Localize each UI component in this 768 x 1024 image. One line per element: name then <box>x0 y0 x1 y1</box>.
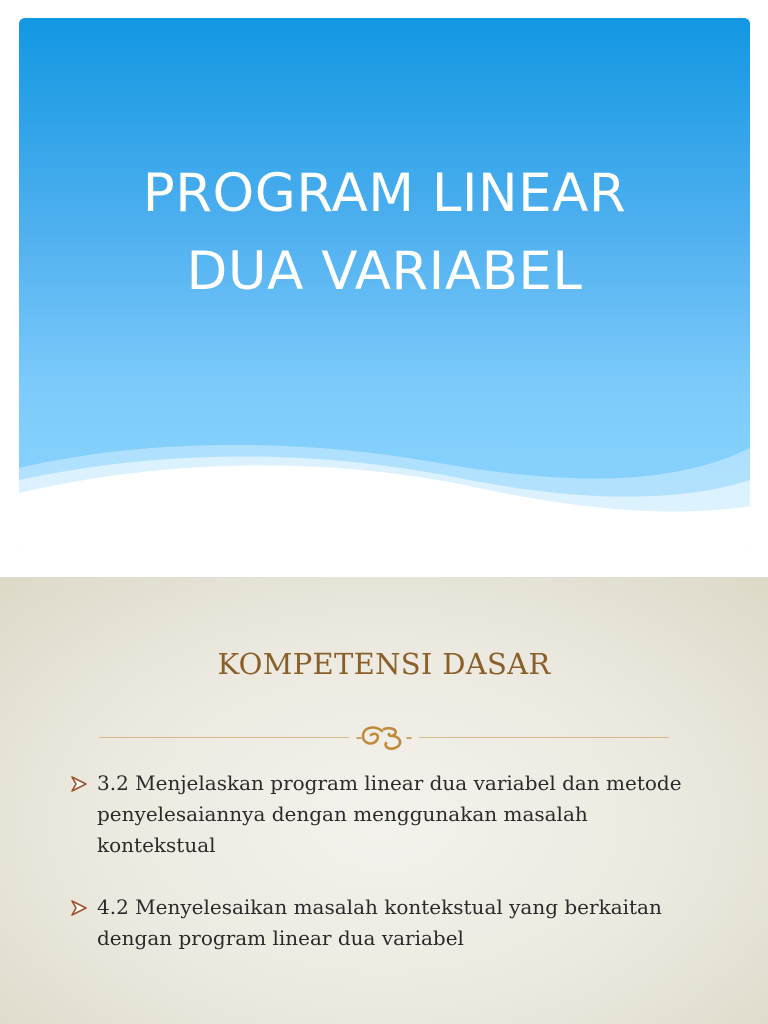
divider-line-left <box>99 737 349 738</box>
divider-line-right <box>419 737 669 738</box>
list-item <box>70 768 710 861</box>
section-heading: KOMPETENSI DASAR <box>217 647 551 681</box>
slide-title <box>19 155 750 311</box>
competency-slide <box>0 577 768 1024</box>
scroll-flourish-icon <box>353 723 415 753</box>
title-slide <box>19 18 750 548</box>
list-item-text: 4.2 Menyelesaikan masalah kontekstual yang berkaitan dengan program linear dua variabel <box>97 895 662 950</box>
list-item <box>70 892 710 954</box>
slide-title-line-2: DUA VARIABEL <box>186 241 583 302</box>
list-item-text: 3.2 Menjelaskan program linear dua variabel dan metode penyelesaiannya dengan menggunakan masalah kontekstual <box>97 771 682 857</box>
arrow-bullet-icon <box>70 776 88 792</box>
competency-list <box>70 768 710 985</box>
arrow-bullet-icon <box>70 900 88 916</box>
ornament-divider <box>99 723 669 753</box>
slide-title-line-1: PROGRAM LINEAR <box>142 163 627 224</box>
